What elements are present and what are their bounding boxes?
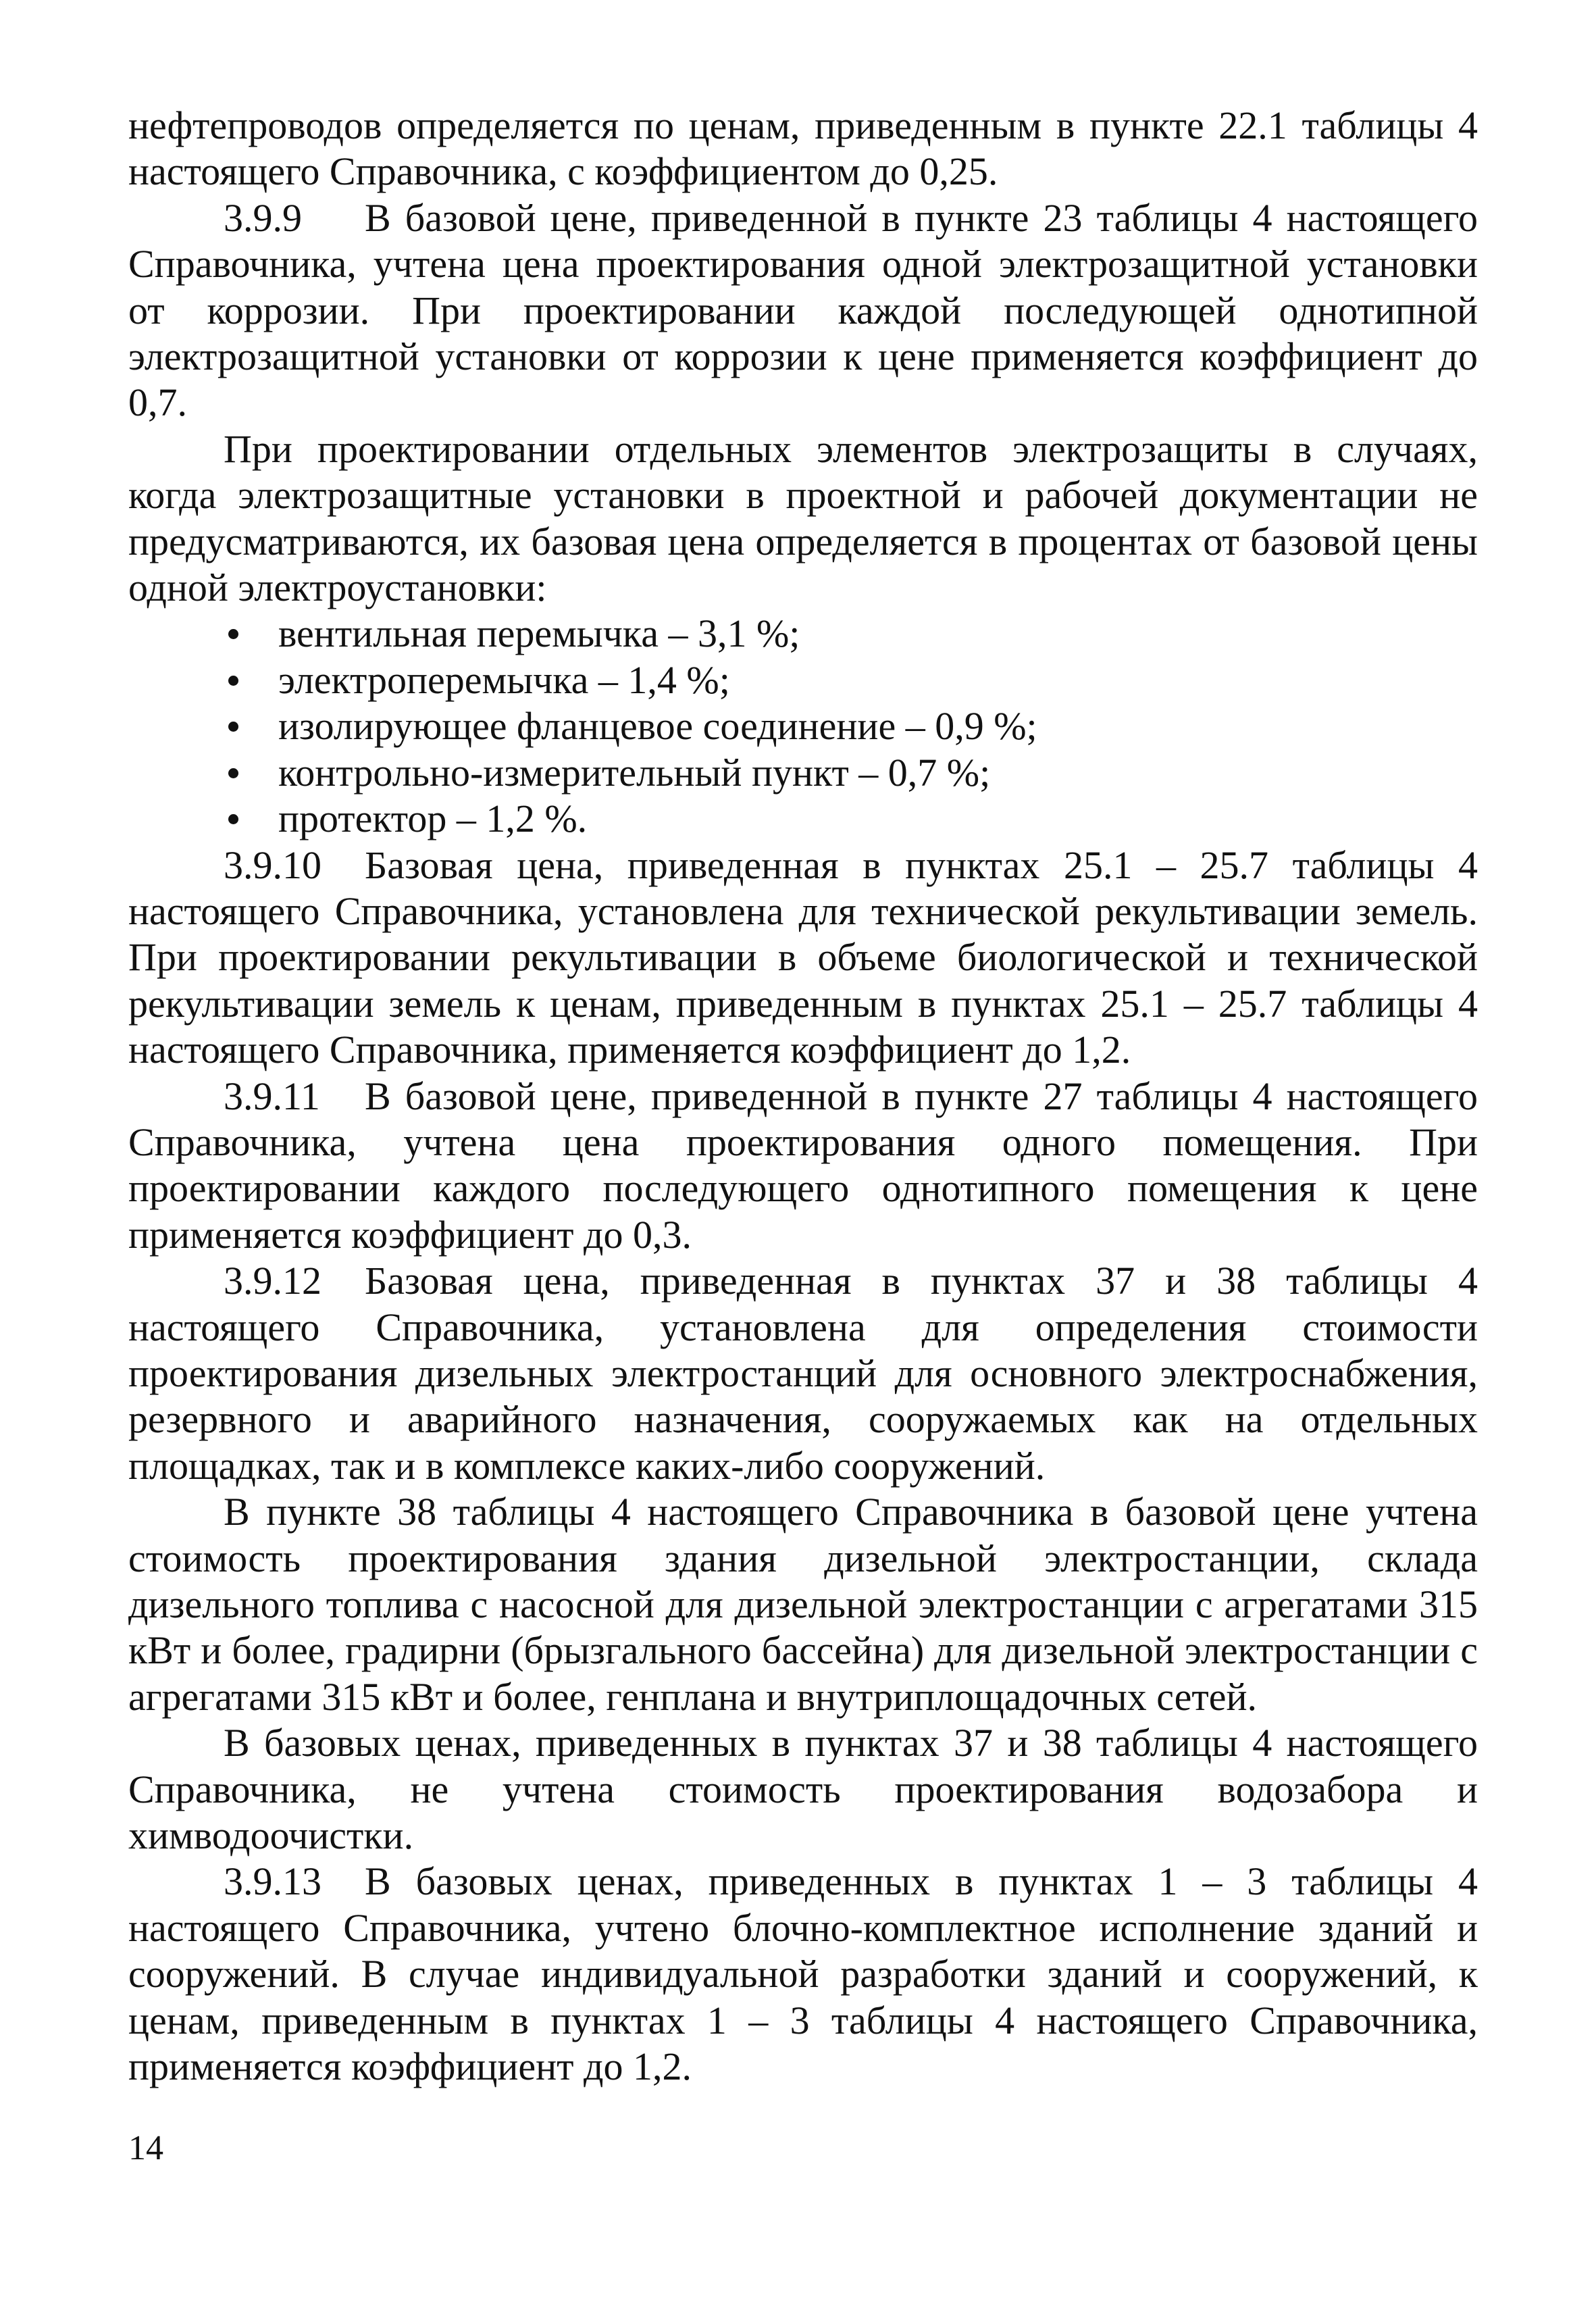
list-item (128, 703, 1478, 749)
body-text (128, 103, 1478, 2090)
bullet-icon (228, 676, 238, 686)
paragraph-points-37-38: В базовых ценах, приведенных в пунктах 37 и 38 таблицы 4 настоящего Справочника, не учтена стоимость проектирования водозабора и химводоочистки. (128, 1721, 1478, 1858)
bullet-icon (228, 768, 238, 778)
list-item-text: протектор – 1,2 %. (278, 797, 588, 841)
list-item (128, 796, 1478, 842)
paragraph-3-9-12 (128, 1258, 1478, 1489)
list-item-text: вентильная перемычка – 3,1 %; (278, 611, 800, 656)
bullet-icon (228, 629, 238, 639)
paragraph-3-9-10 (128, 842, 1478, 1074)
bullet-icon (228, 814, 238, 824)
paragraph-continuation: нефтепроводов определяется по ценам, приведенным в пункте 22.1 таблицы 4 настоящего Справочника, с коэффициентом до 0,25. (128, 103, 1478, 194)
section-number: 3.9.11 (224, 1074, 320, 1118)
paragraph-3-9-9 (128, 195, 1478, 426)
section-number: 3.9.12 (224, 1259, 321, 1303)
list-item (128, 657, 1478, 703)
page-number: 14 (128, 2129, 163, 2167)
list-item (128, 611, 1478, 657)
paragraph-point-38: В пункте 38 таблицы 4 настоящего Справочника в базовой цене учтена стоимость проектирования здания дизельной электростанции, склада дизельного топлива с насосной для дизельной электростанции с агрегатами 315 кВт и более, градирни (брызгального бассейна) для дизельной электростанции с агрегатами 315 кВт и более, генплана и внутриплощадочных сетей. (128, 1490, 1478, 1719)
list-item-text: электроперемычка – 1,4 %; (278, 657, 730, 702)
paragraph-text: В базовой цене, приведенной в пункте 27 таблицы 4 настоящего Справочника, учтена цена проектирования одного помещения. При проектировании каждого последующего однотипного помещения к цене применяется коэффициент до 0,3. (128, 1074, 1478, 1257)
list-item-text: контрольно-измерительный пункт – 0,7 %; (278, 750, 991, 795)
paragraph-electrical-elements: При проектировании отдельных элементов электрозащиты в случаях, когда электрозащитные установки в проектной и рабочей документации не предусматриваются, их базовая цена определяется в процентах от базовой цены одной электроустановки: (128, 426, 1478, 610)
bullet-icon (228, 722, 238, 732)
paragraph-text: В базовой цене, приведенной в пункте 23 таблицы 4 настоящего Справочника, учтена цена проектирования одной электрозащитной установки от коррозии. При проектировании каждой последующей однотипной электрозащитной установки от коррозии к цене применяется коэффициент до 0,7. (128, 195, 1478, 425)
price-percent-list (128, 611, 1478, 842)
list-item (128, 750, 1478, 796)
paragraph-3-9-11 (128, 1074, 1478, 1259)
paragraph-text: В базовых ценах, приведенных в пунктах 1 – 3 таблицы 4 настоящего Справочника, учтено блочно-комплектное исполнение зданий и сооружений. В случае индивидуальной разработки зданий и сооружений, к ценам, приведенным в пунктах 1 – 3 таблицы 4 настоящего Справочника, применяется коэффициент до 1,2. (128, 1859, 1478, 2089)
paragraph-text: Базовая цена, приведенная в пунктах 25.1 – 25.7 таблицы 4 настоящего Справочника, установлена для технической рекультивации земель. При проектировании рекультивации в объеме биологической и технической рекультивации земель к ценам, приведенным в пунктах 25.1 – 25.7 таблицы 4 настоящего Справочника, применяется коэффициент до 1,2. (128, 842, 1478, 1072)
paragraph-3-9-13 (128, 1859, 1478, 2090)
section-number: 3.9.13 (224, 1859, 321, 1904)
section-number: 3.9.10 (224, 842, 321, 887)
paragraph-text: Базовая цена, приведенная в пунктах 37 и 38 таблицы 4 настоящего Справочника, установлена для определения стоимости проектирования дизельных электростанций для основного электроснабжения, резервного и аварийного назначения, сооружаемых как на отдельных площадках, так и в комплексе каких-либо сооружений. (128, 1259, 1478, 1488)
section-number: 3.9.9 (224, 195, 302, 240)
list-item-text: изолирующее фланцевое соединение – 0,9 %; (278, 704, 1037, 749)
